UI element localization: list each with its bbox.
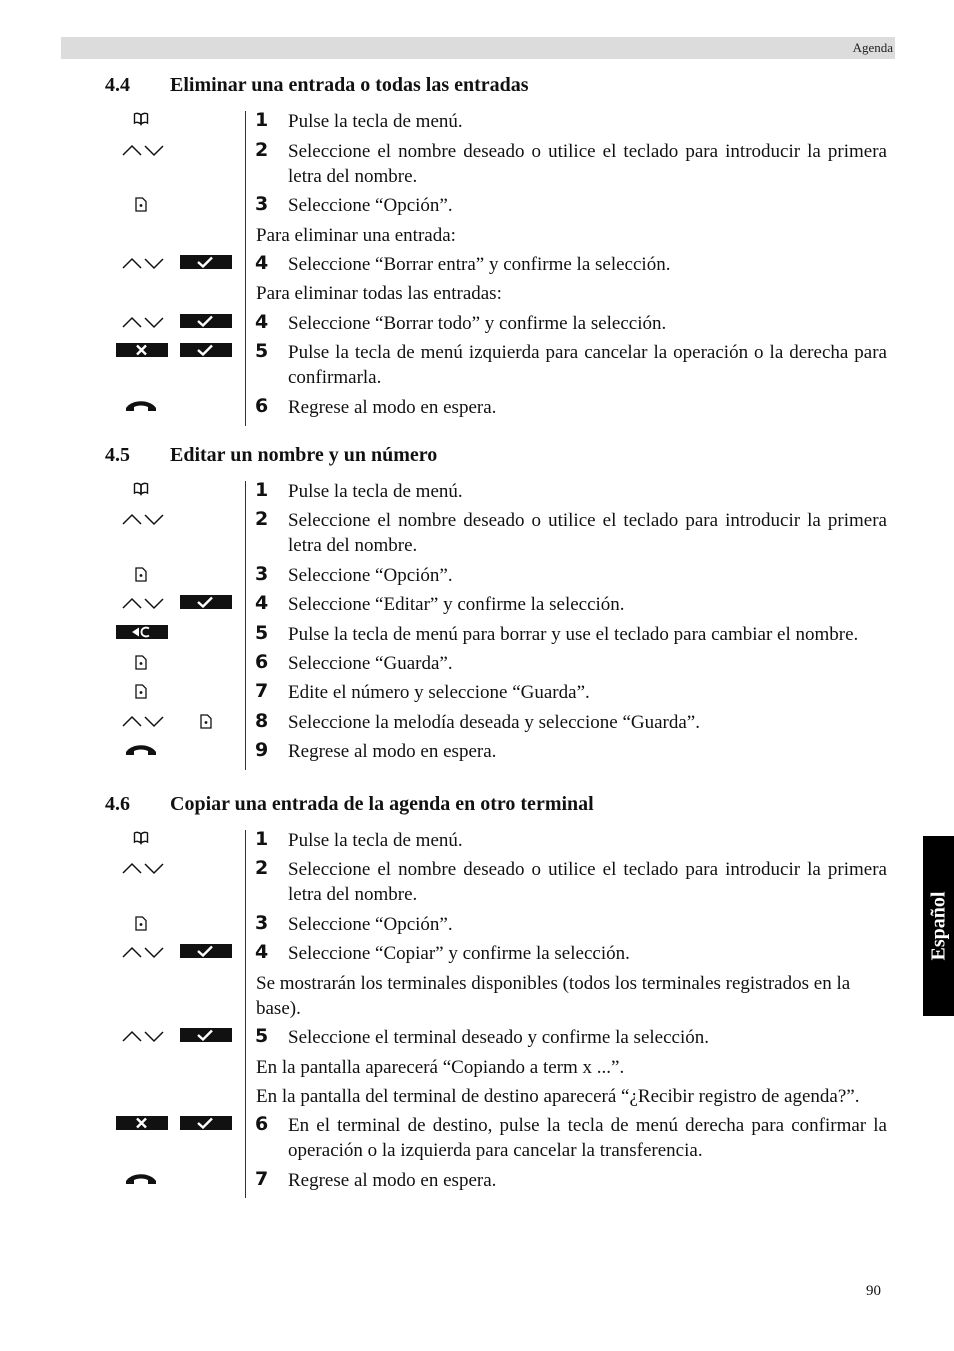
step-number: 3 (255, 193, 269, 215)
step-text: Pulse la tecla de menú. (288, 111, 463, 132)
option-softkey-icon (134, 684, 148, 699)
phonebook-menu-key-icon (133, 831, 149, 845)
ok-check-softkey-icon (180, 314, 232, 328)
ok-check-softkey-icon (180, 255, 232, 269)
section-number: 4.4 (105, 74, 130, 96)
step-number: 6 (255, 395, 269, 417)
hang-up-handset-icon (124, 1172, 158, 1186)
note-text: Para eliminar todas las entradas: (256, 283, 502, 304)
cancel-x-softkey-icon (116, 343, 168, 357)
backspace-c-key-icon (116, 625, 168, 639)
ok-check-softkey-icon (180, 595, 232, 609)
step-text: Seleccione el nombre deseado o utilice el teclado para introducir la primera letra del nombre. (288, 510, 887, 556)
section-heading (105, 444, 437, 467)
step-divider-line (245, 830, 246, 1198)
step-divider-line (245, 111, 246, 426)
up-down-navigation-icon (121, 945, 165, 959)
step-number: 4 (255, 941, 269, 963)
step-number: 7 (255, 680, 269, 702)
step-text: Seleccione el nombre deseado o utilice el teclado para introducir la primera letra del nombre. (288, 859, 887, 905)
phonebook-menu-key-icon (133, 112, 149, 126)
section-number: 4.5 (105, 444, 130, 466)
up-down-navigation-icon (121, 714, 165, 728)
step-text: Seleccione “Copiar” y confirme la selección. (288, 943, 630, 964)
hang-up-handset-icon (124, 399, 158, 413)
step-text: Seleccione “Opción”. (288, 195, 453, 216)
step-number: 4 (255, 311, 269, 333)
step-number: 1 (255, 828, 269, 850)
option-softkey-icon (134, 916, 148, 931)
step-number: 4 (255, 592, 269, 614)
step-number: 2 (255, 508, 269, 530)
step-number: 6 (255, 651, 269, 673)
ok-check-softkey-icon (180, 1116, 232, 1130)
up-down-navigation-icon (121, 315, 165, 329)
section-title: Eliminar una entrada o todas las entradas (170, 74, 529, 96)
step-text: Seleccione el terminal deseado y confirme la selección. (288, 1027, 709, 1048)
step-text: Regrese al modo en espera. (288, 741, 497, 762)
ok-check-softkey-icon (180, 343, 232, 357)
up-down-navigation-icon (121, 256, 165, 270)
step-text: Seleccione “Borrar todo” y confirme la selección. (288, 313, 667, 334)
step-text: Seleccione “Borrar entra” y confirme la selección. (288, 254, 671, 275)
note-text: En la pantalla del terminal de destino aparecerá “¿Recibir registro de agenda?”. (256, 1086, 860, 1107)
section-heading (105, 793, 594, 816)
up-down-navigation-icon (121, 861, 165, 875)
page-number: 90 (866, 1283, 881, 1299)
option-softkey-icon (199, 714, 213, 729)
option-softkey-icon (134, 655, 148, 670)
step-number: 7 (255, 1168, 269, 1190)
section-title: Editar un nombre y un número (170, 444, 438, 466)
step-number: 1 (255, 479, 269, 501)
step-text: En el terminal de destino, pulse la tecla de menú derecha para confirmar la operación o la izquierda para cancelar la transferencia. (288, 1115, 887, 1161)
step-text: Edite el número y seleccione “Guarda”. (288, 682, 590, 703)
step-text: Pulse la tecla de menú para borrar y use el teclado para cambiar el nombre. (288, 624, 859, 645)
step-number: 8 (255, 710, 269, 732)
step-text: Seleccione “Guarda”. (288, 653, 453, 674)
section-number: 4.6 (105, 793, 130, 815)
up-down-navigation-icon (121, 512, 165, 526)
ok-check-softkey-icon (180, 1028, 232, 1042)
step-number: 6 (255, 1113, 269, 1135)
running-header-label: Agenda (852, 40, 893, 55)
step-number: 5 (255, 622, 269, 644)
step-text: Seleccione “Opción”. (288, 565, 453, 586)
section-heading (105, 74, 529, 97)
step-text: Pulse la tecla de menú. (288, 830, 463, 851)
phonebook-menu-key-icon (133, 482, 149, 496)
step-text: Pulse la tecla de menú izquierda para cancelar la operación o la derecha para confirmarla. (288, 342, 887, 388)
step-number: 9 (255, 739, 269, 761)
step-text: Seleccione el nombre deseado o utilice el teclado para introducir la primera letra del nombre. (288, 141, 887, 187)
step-text: Regrese al modo en espera. (288, 397, 497, 418)
section-title: Copiar una entrada de la agenda en otro terminal (170, 793, 594, 815)
step-text: Seleccione “Editar” y confirme la selección. (288, 594, 625, 615)
step-text: Seleccione la melodía deseada y seleccione “Guarda”. (288, 712, 700, 733)
note-text: Se mostrarán los terminales disponibles (todos los terminales registrados en la base). (256, 973, 851, 1019)
step-number: 2 (255, 139, 269, 161)
cancel-x-softkey-icon (116, 1116, 168, 1130)
step-number: 2 (255, 857, 269, 879)
language-side-tab (923, 836, 954, 1016)
step-text: Pulse la tecla de menú. (288, 481, 463, 502)
step-number: 1 (255, 109, 269, 131)
hang-up-handset-icon (124, 743, 158, 757)
step-number: 3 (255, 912, 269, 934)
up-down-navigation-icon (121, 143, 165, 157)
note-text: En la pantalla aparecerá “Copiando a term x ...”. (256, 1057, 625, 1078)
option-softkey-icon (134, 197, 148, 212)
step-text: Regrese al modo en espera. (288, 1170, 497, 1191)
step-number: 4 (255, 252, 269, 274)
up-down-navigation-icon (121, 1029, 165, 1043)
note-text: Para eliminar una entrada: (256, 225, 456, 246)
step-divider-line (245, 481, 246, 770)
up-down-navigation-icon (121, 596, 165, 610)
step-number: 5 (255, 340, 269, 362)
step-number: 3 (255, 563, 269, 585)
running-header (61, 37, 895, 59)
step-text: Seleccione “Opción”. (288, 914, 453, 935)
ok-check-softkey-icon (180, 944, 232, 958)
step-number: 5 (255, 1025, 269, 1047)
option-softkey-icon (134, 567, 148, 582)
language-side-tab-label: Español (927, 891, 949, 961)
